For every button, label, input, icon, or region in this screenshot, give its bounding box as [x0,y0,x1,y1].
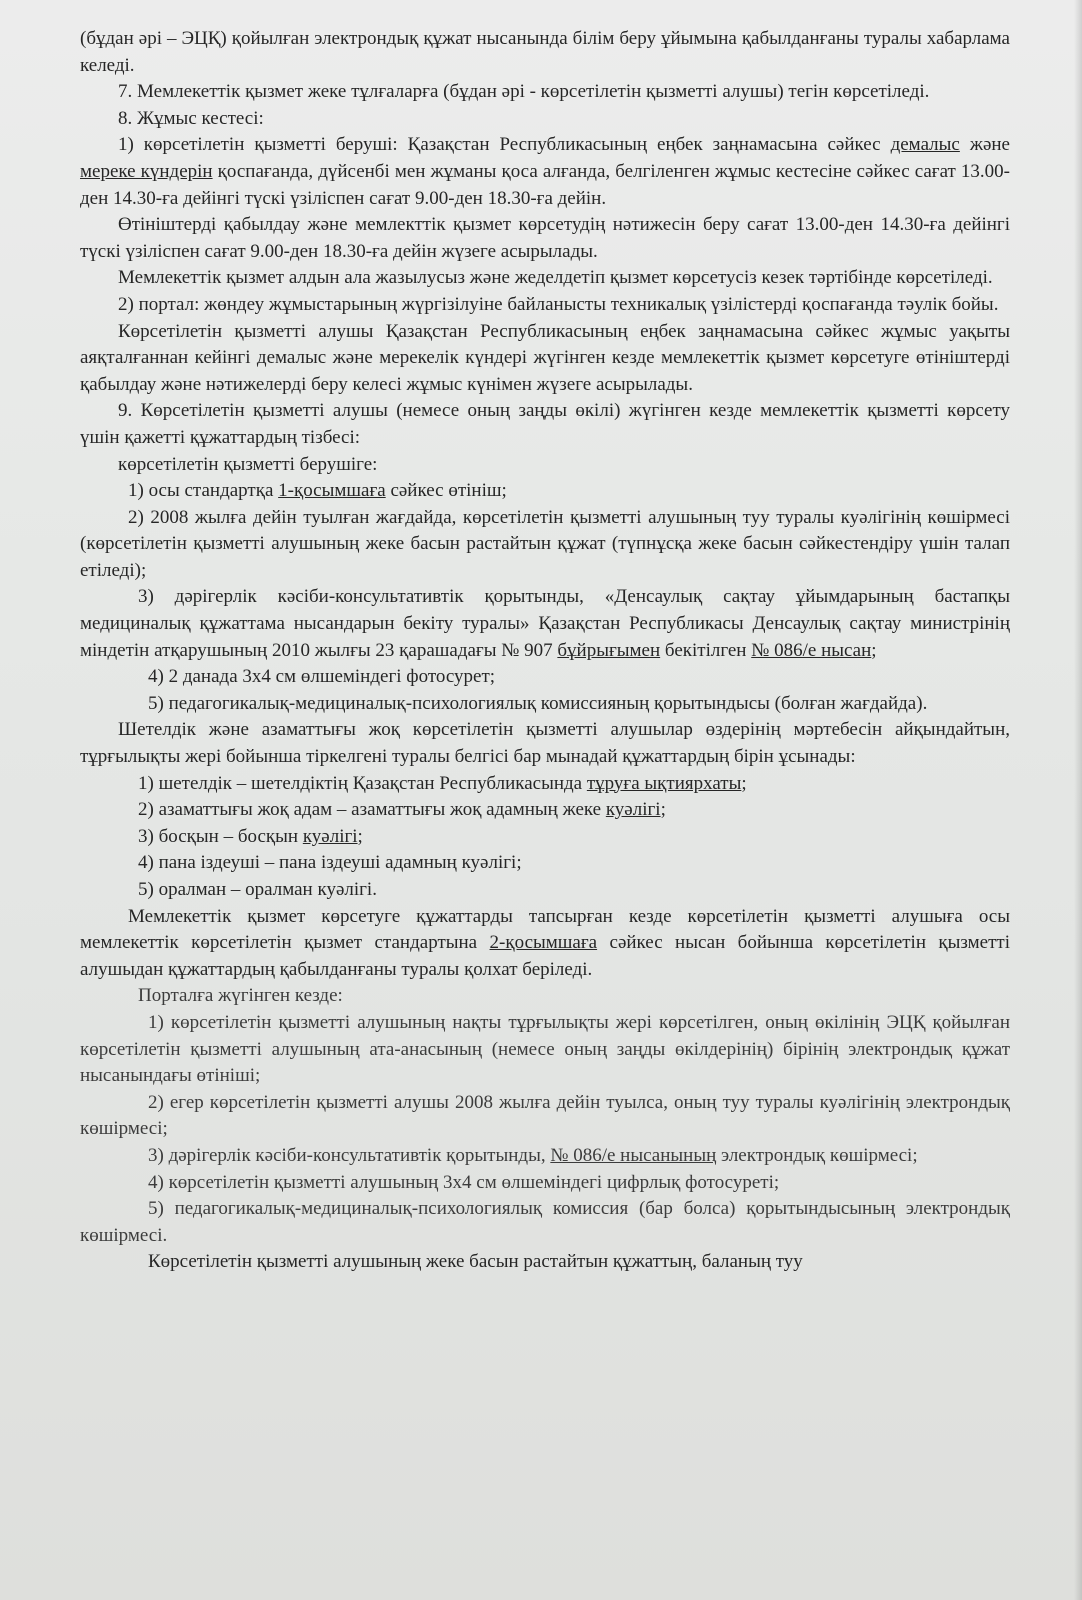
list-item-foreigner-permit [80,771,1010,798]
text-fragment: 1) көрсетілетін қызметті беруші: Қазақстан Республикасының еңбек заңнамасына сәйкес [118,134,891,156]
document-body [80,26,1010,1276]
text-fragment: 1) осы стандартқа [128,480,279,502]
paragraph-9-documents-list: 9. Көрсетілетін қызметті алушы (немесе оның заңды өкілі) жүгінген кезде мемлекеттік қызметті көрсету үшін қажетті құжаттардың тізбесі: [80,400,1010,448]
list-item-refugee-id [80,824,1010,851]
text-fragment: ; [660,799,666,821]
paragraph-notification-continuation: (бұдан әрі – ЭЦҚ) қойылған электрондық құжат нысанында білім беру ұйымына қабылданғаны туралы хабарлама келеді. [80,28,1010,76]
paragraph-8-2-portal-schedule: 2) портал: жөндеу жұмыстарының жүргізілуіне байланысты техникалық үзілістерді қоспағанда тәулік бойы. [118,293,999,315]
paragraph-to-service-provider: көрсетілетін қызметті берушіге: [118,453,378,475]
link-public-holidays[interactable]: мереке күндерін [80,160,213,182]
text-fragment: бекітілген [660,639,752,661]
link-residence-permit[interactable]: тұруға ықтиярхаты [586,772,742,794]
list-item-medical-conclusion [80,584,1010,664]
link-holidays[interactable]: демалыс [890,134,960,156]
paragraph-foreigners-documents: Шетелдік және азаматтығы жоқ көрсетілетін қызметті алушылар өздерінің мәртебесін айқындайтын, тұрғылықты жері бойынша тіркелгені туралы белгісі бар мынадай құжаттардың бірін ұсынады: [80,719,1010,768]
link-form-086-electronic[interactable]: № 086/е нысанының [550,1144,717,1166]
list-item-portal-application-form: 1) көрсетілетін қызметті алушының нақты тұрғылықты жері көрсетілген, оның өкілінің ЭЦҚ қойылған көрсетілетін қызметті алушының ата-анасының (немесе оның заңды өкілдерінің) бірінің электрондық құжат нысанындағы өтініші; [80,1011,1010,1087]
text-fragment: 3) дәрігерлік кәсіби-консультативтік қорытынды, «Денсаулық сақтау ұйымдарының бастапқы медициналық құжаттама нысандарын бекіту туралы» Қазақстан Республикасы Денсаулық сақтау министрінің міндетін атқарушының 2010 жылғы 23 қарашадағы № 907 [80,586,1010,661]
text-fragment: және [959,134,1010,156]
list-item-oralman-id: 5) оралман – оралман куәлігі. [138,879,377,900]
list-item-stateless-id [80,797,1010,824]
text-fragment: 2) азаматтығы жоқ адам – азаматтығы жоқ адамның жеке [138,799,606,821]
text-fragment: 3) босқын – босқын [138,825,303,847]
text-fragment: ; [741,772,747,794]
link-stateless-certificate[interactable]: куәлігі [605,799,661,821]
paragraph-8-work-schedule-heading: 8. Жұмыс кестесі: [118,107,264,129]
link-appendix-2[interactable]: 2-қосымшаға [489,932,598,954]
list-item-pmpc-conclusion: 5) педагогикалық-медициналық-психологиялық комиссияның қорытындысы (болған жағдайда). [148,692,928,714]
list-item-application [80,478,1010,505]
text-fragment: сәйкес өтініш; [385,480,507,502]
list-item-portal-pmpc-conclusion: 5) педагогикалық-медициналық-психологиялық комиссия (бар болса) қорытындысының электрондық көшірмесі. [80,1198,1010,1246]
link-order[interactable]: бұйрығымен [557,639,661,661]
list-item-portal-digital-photo: 4) көрсетілетін қызметті алушының 3х4 см өлшеміндегі цифрлық фотосуреті; [148,1171,780,1193]
page-edge-shadow [1074,0,1082,1600]
text-fragment: сәйкес нысан бойынша көрсетілетін қызметті алушыдан құжаттардың қабылданғаны туралы қолхат беріледі. [80,932,1010,980]
text-fragment: ; [871,639,877,661]
paragraph-7-free-service: 7. Мемлекеттік қызмет жеке тұлғаларға (бұдан әрі - көрсетілетін қызметті алушы) тегін көрсетіледі. [118,81,930,103]
paragraph-queue-order: Мемлекеттік қызмет алдын ала жазылусыз және жеделдетіп қызмет көрсетусіз кезек тәртібінде көрсетіледі. [118,267,993,289]
paragraph-receipt-issued [80,904,1010,984]
link-appendix-1[interactable]: 1-қосымшаға [278,480,386,502]
paragraph-application-acceptance-hours: Өтініштерді қабылдау және мемлекттік қызмет көрсетудің нәтижесін беру сағат 13.00-ден 14.30-ға дейінгі түскі үзіліспен сағат 9.00-ден 18.30-ға дейін жүзеге асырылады. [80,214,1010,262]
paragraph-8-1-service-provider-schedule [80,132,1010,212]
paragraph-identity-document: Көрсетілетін қызметті алушының жеке басын растайтын құжаттың, баланың туу [148,1251,803,1273]
text-fragment: қоспағанда, дүйсенбі мен жұманы қоса алғанда, белгіленген жұмыс кестесіне сәйкес сағат 13.00-ден 14.30-ға дейінгі түскі үзіліспен сағат 9.00-ден 18.30-ға дейін. [80,160,1010,209]
list-item-photographs: 4) 2 данада 3х4 см өлшеміндегі фотосурет; [148,666,496,688]
list-item-portal-medical-form [80,1143,1010,1170]
text-fragment: ; [357,825,363,847]
text-fragment: электрондық көшірмесі; [716,1144,918,1166]
text-fragment: 3) дәрігерлік кәсіби-консультативтік қорытынды, [148,1144,551,1166]
list-item-asylum-seeker-id: 4) пана іздеуші – пана іздеуші адамның куәлігі; [138,852,522,874]
paragraph-after-hours-applications: Көрсетілетін қызметті алушы Қазақстан Республикасының еңбек заңнамасына сәйкес жұмыс уақыты аяқталғаннан кейінгі демалыс және мерекелік күндері жүгінген кезде мемлекеттік қызмет көрсетуге өтініштерді қабылдау және нәтижелерді беру келесі жұмыс күнімен жүзеге асырылады. [80,320,1010,395]
list-item-birth-certificate-copy: 2) 2008 жылға дейін туылған жағдайда, көрсетілетін қызметті алушының туу туралы куәлігінің көшірмесі (көрсетілетін қызметті алушының жеке басын растайтын құжат (түпнұсқа жеке басын сәйкестендіру үшін талап етіледі); [80,506,1010,581]
link-form-086[interactable]: № 086/е нысан [751,639,872,661]
paragraph-portal-application: Порталға жүгінген кезде: [138,985,343,1007]
text-fragment: Мемлекеттік қызмет көрсетуге құжаттарды тапсырған кезде көрсетілетін қызметті алушыға осы мемлекеттік көрсетілетін қызмет стандартына [80,905,1010,954]
text-fragment: 1) шетелдік – шетелдіктің Қазақстан Республикасында [138,772,587,794]
link-refugee-certificate[interactable]: куәлігі [302,825,358,847]
list-item-portal-birth-certificate: 2) егер көрсетілетін қызметті алушы 2008 жылға дейін туылса, оның туу туралы куәлігінің электрондық көшірмесі; [80,1091,1010,1140]
